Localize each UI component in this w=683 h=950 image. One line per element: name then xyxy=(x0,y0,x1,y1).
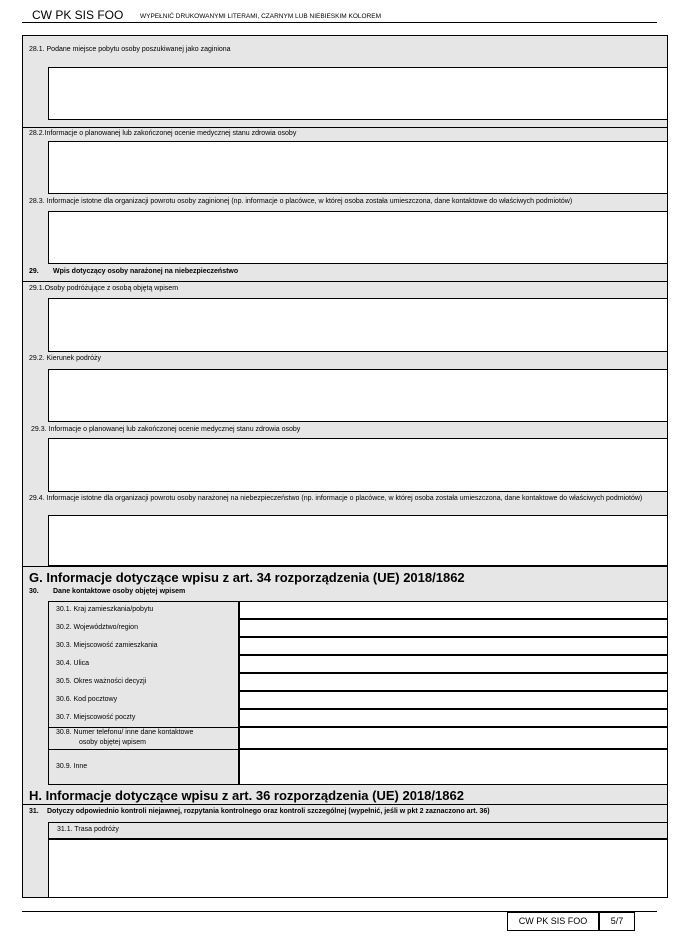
divider xyxy=(22,804,668,805)
input-30-1[interactable] xyxy=(239,601,668,619)
field-label-31-1: 31.1. Trasa podróży xyxy=(57,826,119,833)
input-30-5[interactable] xyxy=(239,673,668,691)
table-row-label-30-5: 30.5. Okres ważności decyzji xyxy=(56,678,147,685)
table-row-label-30-3: 30.3. Miejscowość zamieszkania xyxy=(56,642,158,649)
field-31-1-label-cell xyxy=(48,822,668,839)
section-31-title: Dotyczy odpowiednio kontroli niejawnej, rozpytania kontrolnego oraz kontroli szczególnej (wypełnić, jeśli w pkt 2 zaznaczono art. 36) xyxy=(47,808,490,815)
table-row-label-30-4: 30.4. Ulica xyxy=(56,660,90,667)
section-h-title: H. Informacje dotyczące wpisu z art. 36 rozporządzenia (UE) 2018/1862 xyxy=(29,788,464,803)
fill-instruction: WYPEŁNIĆ DRUKOWANYMI LITERAMI, CZARNYM LUB NIEBIESKIM KOLOREM xyxy=(140,13,382,20)
input-29-1[interactable] xyxy=(48,298,668,352)
field-label-28-3: 28.3. Informacje istotne dla organizacji powrotu osoby zaginionej (np. informacje o placówce, w której osoba została umieszczona, dane kontaktowe do właściwych podmiotów) xyxy=(29,198,573,205)
table-row-label-30-8 xyxy=(48,728,239,748)
table-row-label-30-7: 30.7. Miejscowość poczty xyxy=(56,714,136,721)
row-label-line: 30.8. Numer telefonu/ inne dane kontaktowe xyxy=(56,729,194,736)
divider xyxy=(22,281,668,282)
input-30-6[interactable] xyxy=(239,691,668,709)
input-30-8[interactable] xyxy=(239,727,668,749)
divider xyxy=(22,566,668,567)
field-label-29-3: 29.3. Informacje o planowanej lub zakończonej ocenie medycznej stanu zdrowia osoby xyxy=(31,426,301,433)
row-label-line: osoby objętej wpisem xyxy=(79,739,146,746)
field-label-29-2: 29.2. Kierunek podróży xyxy=(29,355,101,362)
input-28-3[interactable] xyxy=(48,211,668,264)
section-30-title: Dane kontaktowe osoby objętej wpisem xyxy=(53,588,186,595)
input-30-9[interactable] xyxy=(239,749,668,785)
form-code-header: CW PK SIS FOO xyxy=(32,8,124,22)
section-29-number: 29. xyxy=(29,268,39,275)
input-30-7[interactable] xyxy=(239,709,668,727)
field-label-29-1: 29.1.Osoby podróżujące z osobą objętą wpisem xyxy=(29,285,179,292)
section-g-title: G. Informacje dotyczące wpisu z art. 34 rozporządzenia (UE) 2018/1862 xyxy=(29,570,465,585)
section-29-title: Wpis dotyczący osoby narażonej na niebezpieczeństwo xyxy=(53,268,239,275)
input-31-1[interactable] xyxy=(48,839,668,898)
input-30-2[interactable] xyxy=(239,619,668,637)
table-row-label-30-2: 30.2. Województwo/region xyxy=(56,624,138,631)
input-29-2[interactable] xyxy=(48,369,668,422)
divider xyxy=(22,127,668,128)
header-rule xyxy=(22,22,657,23)
field-label-29-4: 29.4. Informacje istotne dla organizacji powrotu osoby narażonej na niebezpieczeństwo (np. informacje o placówce, w której osoba została umieszczona, dane kontaktowe do właściwych podmiotów) xyxy=(29,495,643,502)
input-30-3[interactable] xyxy=(239,637,668,655)
field-label-28-2: 28.2.Informacje o planowanej lub zakończonej ocenie medycznej stanu zdrowia osoby xyxy=(29,130,297,137)
table-row-label-30-1: 30.1. Kraj zamieszkania/pobytu xyxy=(56,606,154,613)
input-28-1[interactable] xyxy=(48,67,668,120)
input-30-4[interactable] xyxy=(239,655,668,673)
input-28-2[interactable] xyxy=(48,141,668,194)
table-row-label-30-9: 30.9. Inne xyxy=(56,763,88,770)
section-30-number: 30. xyxy=(29,588,39,595)
input-29-4[interactable] xyxy=(48,515,668,566)
footer-form-code: CW PK SIS FOO xyxy=(507,912,599,931)
input-29-3[interactable] xyxy=(48,438,668,492)
section-31-number: 31. xyxy=(29,808,39,815)
field-label-28-1: 28.1. Podane miejsce pobytu osoby poszukiwanej jako zaginiona xyxy=(29,46,231,53)
table-row-label-30-6: 30.6. Kod pocztowy xyxy=(56,696,118,703)
page-number: 5/7 xyxy=(599,912,635,931)
